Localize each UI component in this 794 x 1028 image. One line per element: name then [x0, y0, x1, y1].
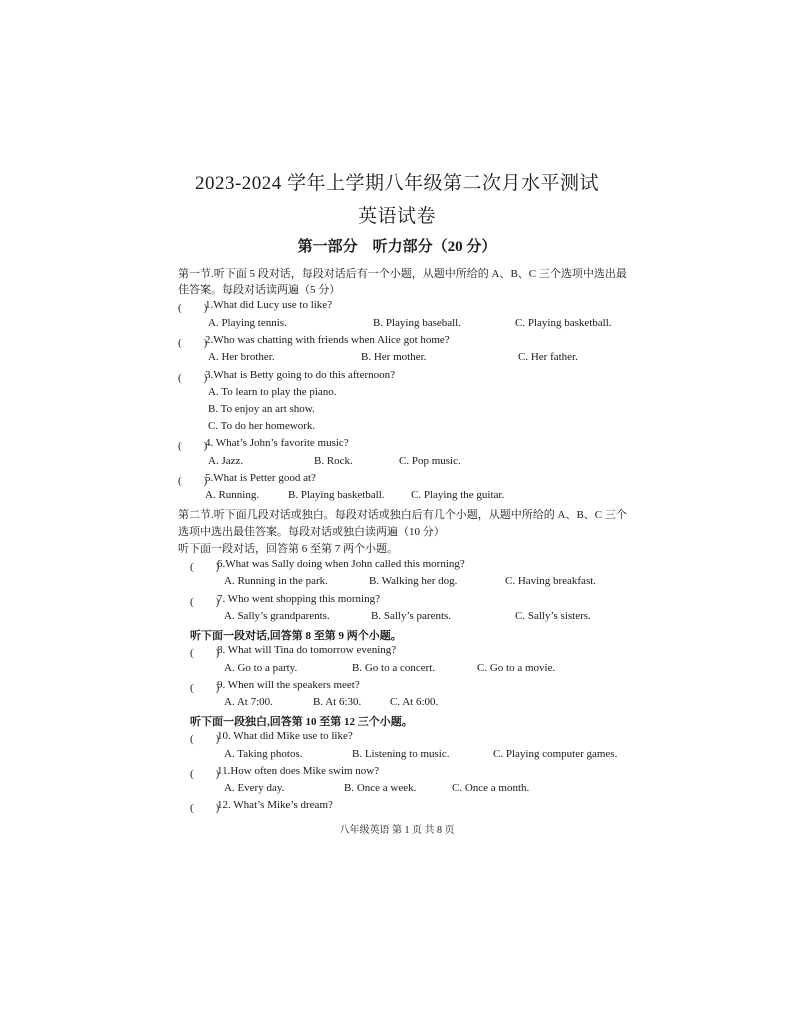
- answer-bracket-6[interactable]: ( ): [190, 561, 220, 573]
- answer-bracket-12[interactable]: ( ): [190, 802, 220, 814]
- question-9-option-b: B. At 6:30.: [313, 696, 362, 708]
- question-11-option-c: C. Once a month.: [452, 782, 530, 794]
- question-1-option-b: B. Playing baseball.: [373, 317, 461, 329]
- question-2-stem: 2.Who was chatting with friends when Alice got home?: [205, 334, 450, 346]
- answer-bracket-3[interactable]: ( ): [178, 372, 208, 384]
- page-footer: 八年级英语 第 1 页 共 8 页: [339, 825, 455, 836]
- question-1-stem: 1.What did Lucy use to like?: [205, 299, 333, 311]
- question-3-option-b: B. To enjoy an art show.: [208, 403, 315, 415]
- part-heading: 第一部分 听力部分（20 分）: [297, 239, 497, 255]
- question-11-stem: 11.How often does Mike swim now?: [217, 765, 380, 777]
- question-6-option-b: B. Walking her dog.: [369, 575, 458, 587]
- question-11-option-b: B. Once a week.: [344, 782, 417, 794]
- question-9-stem: 9. When will the speakers meet?: [217, 679, 360, 691]
- question-6-option-c: C. Having breakfast.: [505, 575, 597, 587]
- question-8-option-a: A. Go to a party.: [224, 662, 298, 674]
- exam-title: 2023-2024 学年上学期八年级第二次月水平测试: [194, 173, 600, 194]
- question-8-option-b: B. Go to a concert.: [352, 662, 436, 674]
- question-1-option-a: A. Playing tennis.: [208, 317, 287, 329]
- question-7-option-b: B. Sally’s parents.: [371, 610, 452, 622]
- question-10-option-b: B. Listening to music.: [352, 748, 450, 760]
- exam-subtitle: 英语试卷: [357, 206, 436, 227]
- answer-bracket-5[interactable]: ( ): [178, 475, 208, 487]
- answer-bracket-10[interactable]: ( ): [190, 733, 220, 745]
- question-2-option-c: C. Her father.: [518, 351, 578, 363]
- question-7-option-c: C. Sally’s sisters.: [515, 610, 591, 622]
- question-4-stem: 4. What’s John’s favorite music?: [205, 437, 349, 449]
- section2-sub-instruction-3: 听下面一段独白,回答第 10 至第 12 三个小题。: [190, 716, 413, 728]
- question-7-option-a: A. Sally’s grandparents.: [224, 610, 330, 622]
- question-8-option-c: C. Go to a movie.: [477, 662, 556, 674]
- question-5-option-c: C. Playing the guitar.: [411, 489, 505, 501]
- question-4-option-b: B. Rock.: [314, 455, 353, 467]
- answer-bracket-8[interactable]: ( ): [190, 647, 220, 659]
- question-2-option-b: B. Her mother.: [361, 351, 427, 363]
- question-5-option-b: B. Playing basketball.: [288, 489, 385, 501]
- section1-instruction-line1: 第一节.听下面 5 段对话，每段对话后有一个小题，从题中所给的 A、B、C 三个选项中选出最: [178, 268, 627, 280]
- question-9-option-c: C. At 6:00.: [390, 696, 439, 708]
- answer-bracket-9[interactable]: ( ): [190, 682, 220, 694]
- question-8-stem: 8. What will Tina do tomorrow evening?: [217, 644, 397, 656]
- answer-bracket-7[interactable]: ( ): [190, 596, 220, 608]
- question-5-stem: 5.What is Petter good at?: [205, 472, 316, 484]
- question-11-option-a: A. Every day.: [224, 782, 285, 794]
- question-4-option-c: C. Pop music.: [399, 455, 461, 467]
- question-3-option-a: A. To learn to play the piano.: [208, 386, 337, 398]
- section2-instruction-line1: 第二节.听下面几段对话或独白。每段对话或独白后有几个小题，从题中所给的 A、B、C 三个: [178, 509, 627, 521]
- question-12-stem: 12. What’s Mike’s dream?: [217, 799, 333, 811]
- question-3-option-c: C. To do her homework.: [208, 420, 316, 432]
- question-10-option-c: C. Playing computer games.: [493, 748, 618, 760]
- question-7-stem: 7. Who went shopping this morning?: [217, 593, 380, 605]
- section2-sub-instruction-1: 听下面一段对话，回答第 6 至第 7 两个小题。: [178, 543, 398, 555]
- section2-instruction-line2: 选项中选出最佳答案。每段对话或独白读两遍（10 分）: [178, 526, 445, 538]
- question-4-option-a: A. Jazz.: [208, 455, 244, 467]
- question-10-stem: 10. What did Mike use to like?: [217, 730, 353, 742]
- answer-bracket-4[interactable]: ( ): [178, 440, 208, 452]
- answer-bracket-2[interactable]: ( ): [178, 337, 208, 349]
- question-1-option-c: C. Playing basketball.: [515, 317, 612, 329]
- section2-sub-instruction-2: 听下面一段对话,回答第 8 至第 9 两个小题。: [190, 630, 402, 642]
- question-9-option-a: A. At 7:00.: [224, 696, 273, 708]
- question-3-stem: 3.What is Betty going to do this afternoon?: [205, 369, 396, 381]
- question-6-option-a: A. Running in the park.: [224, 575, 328, 587]
- section1-instruction-line2: 佳答案。每段对话读两遍（5 分）: [178, 284, 341, 296]
- question-2-option-a: A. Her brother.: [208, 351, 275, 363]
- question-6-stem: 6.What was Sally doing when John called this morning?: [217, 558, 465, 570]
- question-5-option-a: A. Running.: [205, 489, 260, 501]
- answer-bracket-1[interactable]: ( ): [178, 302, 208, 314]
- answer-bracket-11[interactable]: ( ): [190, 768, 220, 780]
- question-10-option-a: A. Taking photos.: [224, 748, 303, 760]
